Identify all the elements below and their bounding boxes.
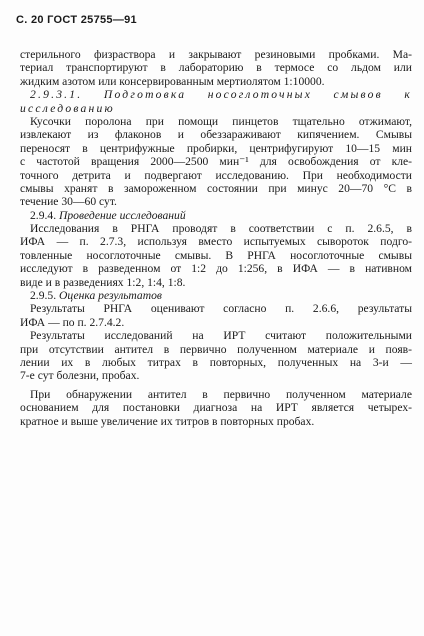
text-line: Кусочки поролона при помощи пинцетов тщательно отжимают, (30, 114, 412, 128)
text-line: основанием для постановки диагноза на ИРТ является четырех- (20, 401, 412, 415)
text-line: при отсутствии антител в первично полученном материале и появ- (20, 342, 412, 356)
text-line: ИФА — по п. 2.7.4.2. (20, 315, 125, 329)
section-title: Оценка результатов (58, 289, 162, 303)
section-title: Проведение исследований (58, 208, 186, 222)
text-line: с частотой вращения 2000—2500 мин⁻¹ для освобождения от кле- (20, 155, 412, 169)
document-body (20, 48, 412, 428)
text-line: Результаты РНГА оценивают согласно п. 2.6.6, результаты (30, 302, 412, 316)
section-number: 2.9.4. (30, 208, 59, 222)
section-number: 2.9.5. (30, 289, 59, 303)
text-line: товленные носоглоточные смывы. В РНГА носоглоточные смывы (20, 248, 412, 262)
text-line: виде и в разведениях 1:2, 1:4, 1:8. (20, 275, 186, 289)
text-line: извлекают из флаконов и обеззараживают кипячением. Смывы (20, 128, 412, 142)
text-line: точного детрита и подвергают исследованию. При необходимости (20, 168, 412, 182)
text-line: смывы хранят в замороженном состоянии при минус 20—70 °С в (20, 181, 412, 195)
section-heading-line: исследованию (20, 101, 115, 115)
text-line: лении их в любых титрах в повторных, полученных на 3-и — (20, 355, 412, 369)
text-line: При обнаружении антител в первично полученном материале (30, 387, 412, 401)
text-line: исследуют в разведенном от 1:2 до 1:256, в ИФА — в нативном (20, 262, 412, 276)
text-line: течение 30—60 сут. (20, 195, 117, 209)
text-line: териал транспортируют в лабораторию в термосе со льдом или (20, 61, 412, 75)
text-line: стерильного физраствора и закрывают резиновыми пробками. Ма- (20, 48, 412, 61)
text-line: ИФА — п. 2.7.3, используя вместо испытуемых сывороток подго- (20, 235, 412, 249)
text-line: Результаты исследований на ИРТ считают положительными (30, 329, 412, 343)
section-heading-line (20, 209, 412, 222)
text-line: кратное и выше увеличение их титров в повторных пробах. (20, 414, 315, 428)
section-heading-line (20, 289, 412, 302)
text-line: переносят в центрифужные пробирки, центрифугируют 10—15 мин (20, 141, 412, 155)
text-line: Исследования в РНГА проводят в соответствии с п. 2.6.5, в (30, 222, 412, 236)
page-header: С. 20 ГОСТ 25755—91 (16, 14, 137, 26)
section-heading-line: 2.9.3.1. Подготовка носоглоточных смывов к (30, 88, 412, 102)
text-line: жидким азотом или консервированным мертиолятом 1:10000. (20, 74, 325, 88)
text-line: 7-е сут болезни, пробах. (20, 369, 140, 383)
